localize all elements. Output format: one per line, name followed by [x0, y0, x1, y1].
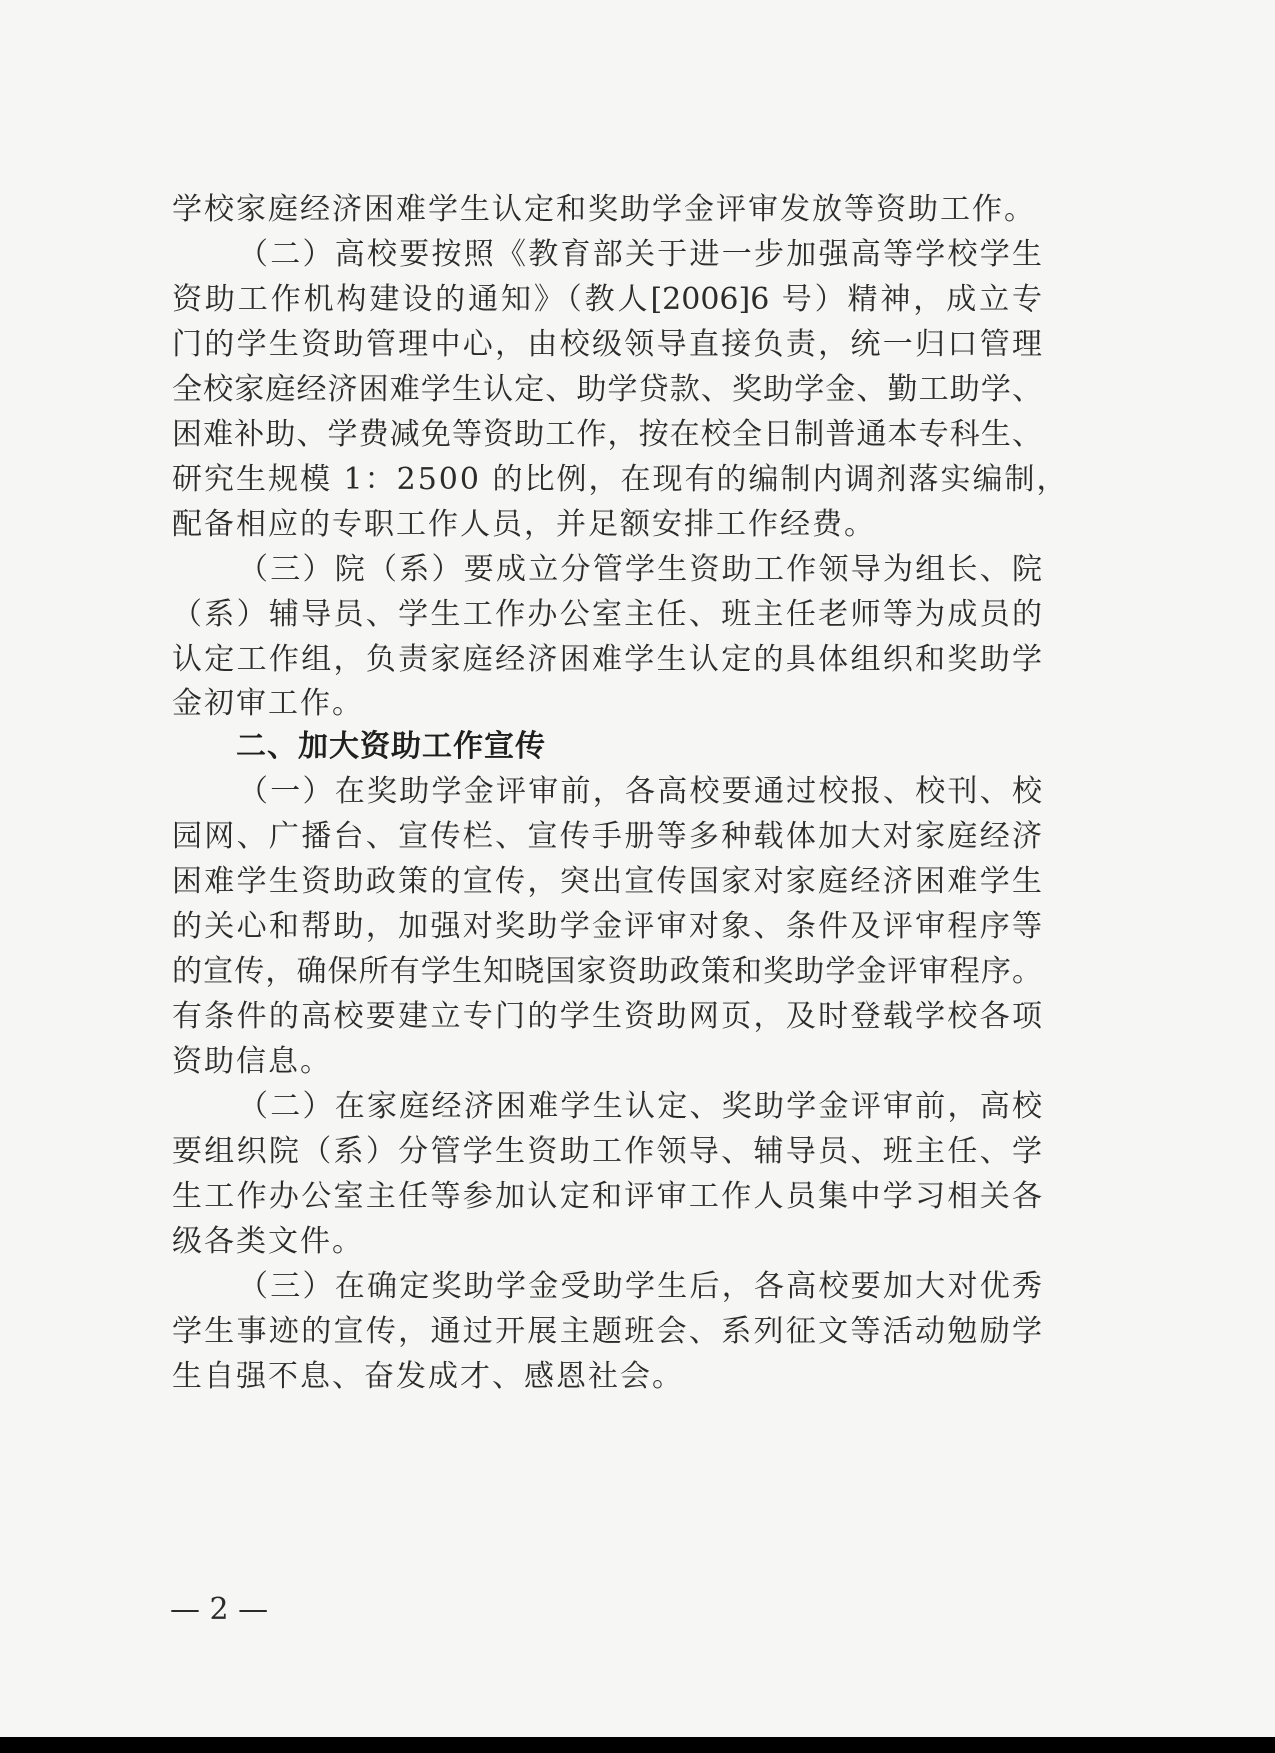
- text-line-16: 困难学生资助政策的宣传，突出宣传国家对家庭经济困难学生: [172, 864, 1042, 899]
- text-line-5: 全校家庭经济困难学生认定、助学贷款、奖助学金、勤工助学、: [172, 372, 1042, 407]
- text-line-2: （二）高校要按照《教育部关于进一步加强高等学校学生: [238, 237, 1042, 272]
- text-line-20: 资助信息。: [172, 1044, 332, 1079]
- text-line-23: 生工作办公室主任等参加认定和评审工作人员集中学习相关各: [172, 1179, 1042, 1214]
- text-line-12: 金初审工作。: [172, 686, 364, 721]
- text-line-21: （二）在家庭经济困难学生认定、奖助学金评审前，高校: [238, 1089, 1042, 1124]
- scan-bottom-edge: [0, 1737, 1275, 1753]
- text-line-18: 的宣传，确保所有学生知晓国家资助政策和奖助学金评审程序。: [172, 954, 1042, 989]
- text-line-22: 要组织院（系）分管学生资助工作领导、辅导员、班主任、学: [172, 1134, 1042, 1169]
- text-line-27: 生自强不息、奋发成才、感恩社会。: [172, 1359, 684, 1394]
- section-heading: 二、加大资助工作宣传: [236, 729, 546, 764]
- text-line-14: （一）在奖助学金评审前，各高校要通过校报、校刊、校: [238, 774, 1042, 809]
- text-line-25: （三）在确定奖助学金受助学生后，各高校要加大对优秀: [238, 1269, 1042, 1304]
- text-line-26: 学生事迹的宣传，通过开展主题班会、系列征文等活动勉励学: [172, 1314, 1042, 1349]
- text-line-15: 园网、广播台、宣传栏、宣传手册等多种载体加大对家庭经济: [172, 819, 1042, 854]
- text-line-8: 配备相应的专职工作人员，并足额安排工作经费。: [172, 507, 876, 542]
- text-line-3: 资助工作机构建设的通知》（教人[2006]6 号）精神，成立专: [172, 282, 1042, 317]
- text-line-17: 的关心和帮助，加强对奖助学金评审对象、条件及评审程序等: [172, 909, 1042, 944]
- text-line-1: 学校家庭经济困难学生认定和奖助学金评审发放等资助工作。: [172, 192, 1036, 227]
- text-line-11: 认定工作组，负责家庭经济困难学生认定的具体组织和奖助学: [172, 642, 1042, 677]
- text-line-10: （系）辅导员、学生工作办公室主任、班主任老师等为成员的: [172, 597, 1042, 632]
- text-line-9: （三）院（系）要成立分管学生资助工作领导为组长、院: [238, 552, 1042, 587]
- text-line-7: 研究生规模 1：2500 的比例，在现有的编制内调剂落实编制，: [172, 462, 1069, 497]
- text-line-6: 困难补助、学费减免等资助工作，按在校全日制普通本专科生、: [172, 417, 1042, 452]
- text-line-19: 有条件的高校要建立专门的学生资助网页，及时登载学校各项: [172, 999, 1042, 1034]
- page-number: — 2 —: [170, 1592, 269, 1627]
- text-line-24: 级各类文件。: [172, 1224, 364, 1259]
- text-line-4: 门的学生资助管理中心，由校级领导直接负责，统一归口管理: [172, 327, 1042, 362]
